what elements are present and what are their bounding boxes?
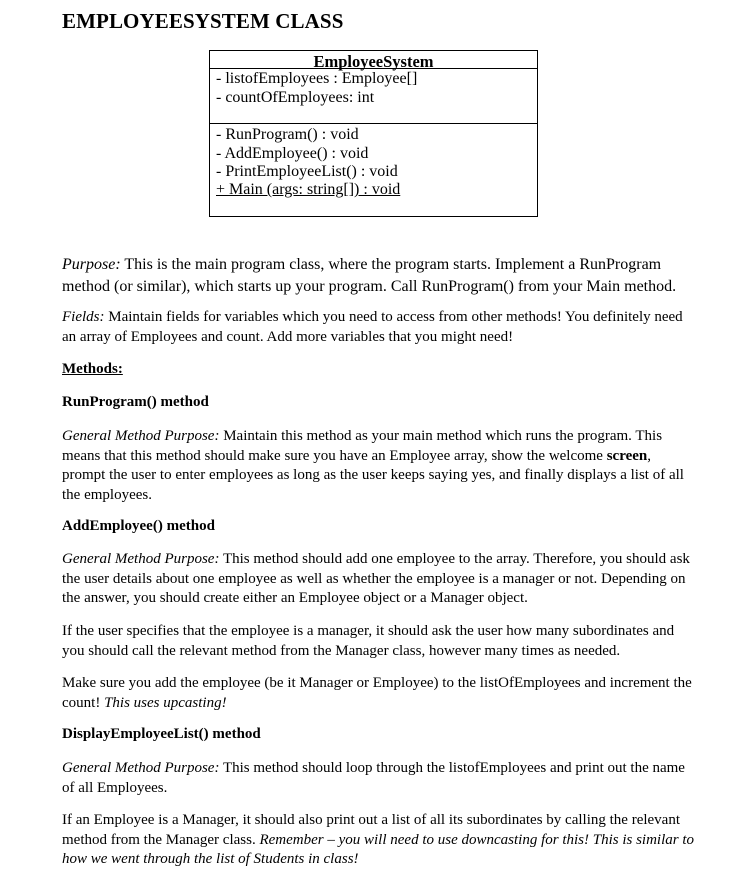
- uml-method: - AddEmployee() : void: [216, 145, 369, 162]
- add-employee-paragraph-2: If the user specifies that the employee is a manager, it should ask the user how many subordinates and you should call the relevant method from the Manager class, however many times as needed.: [62, 623, 675, 659]
- fields-label: Fields:: [62, 309, 105, 325]
- display-list-text: This method should loop through the listofEmployees and print out the name of all Employees.: [62, 760, 685, 796]
- add-employee-text: This method should add one employee to the array. Therefore, you should ask the user details about one employee as well as whether the employee is a manager or not. Depending on the answer, you should create either an Employee object or a Manager object.: [62, 551, 690, 607]
- display-list-para2-text: If an Employee is a Manager, it should also print out a list of all its subordinates by calling the relevant method from the Manager class.: [62, 812, 681, 848]
- uml-method: + Main (args: string[]) : void: [216, 181, 401, 198]
- uml-class-name: EmployeeSystem: [313, 52, 434, 71]
- display-list-heading: DisplayEmployeeList() method: [62, 726, 261, 742]
- page-title: EMPLOYEESYSTEM CLASS: [62, 9, 344, 33]
- uml-field: - countOfEmployees: int: [216, 89, 375, 106]
- fields-text: Maintain fields for variables which you need to access from other methods! You definitely need an array of Employees and count. Add more variables that you might need!: [62, 309, 683, 345]
- add-employee-label: General Method Purpose:: [62, 551, 220, 567]
- methods-heading: Methods:: [62, 361, 123, 377]
- uml-divider: [210, 68, 537, 69]
- display-list-para2-italic: Remember – you will need to use downcasting for this! This is similar to how we went through the list of Students in class!: [62, 831, 695, 868]
- add-employee-paragraph: [62, 550, 698, 609]
- run-program-text: Maintain this method as your main method which runs the program. This means that this method should make sure you have an Employee array, show the welcome: [62, 428, 663, 464]
- purpose-paragraph: [62, 254, 698, 298]
- display-list-label: General Method Purpose:: [62, 760, 220, 776]
- run-program-paragraph: [62, 427, 698, 505]
- display-list-paragraph: [62, 759, 698, 798]
- add-employee-para3-text: Make sure you add the employee (be it Manager or Employee) to the listOfEmployees and increment the count!: [62, 675, 692, 711]
- uml-method: - PrintEmployeeList() : void: [216, 163, 398, 180]
- run-program-text-end: , prompt the user to enter employees as long as the user keeps saying yes, and finally displays a list of all the employees.: [62, 447, 684, 503]
- uml-divider: [210, 123, 537, 124]
- run-program-heading: RunProgram() method: [62, 394, 209, 410]
- display-list-paragraph-2: [62, 811, 698, 870]
- uml-class-diagram: [209, 50, 538, 217]
- run-program-label: General Method Purpose:: [62, 428, 220, 444]
- purpose-label: Purpose:: [62, 256, 121, 273]
- uml-field: - listofEmployees : Employee[]: [216, 70, 418, 87]
- uml-method: - RunProgram() : void: [216, 126, 359, 143]
- fields-paragraph: [62, 308, 698, 347]
- purpose-text: This is the main program class, where the program starts. Implement a RunProgram method (or similar), which starts up your program. Call RunProgram() from your Main method.: [62, 256, 677, 295]
- run-program-bold: screen: [606, 447, 648, 464]
- add-employee-paragraph-3: [62, 674, 698, 713]
- add-employee-para3-italic: This uses upcasting!: [104, 694, 227, 711]
- add-employee-heading: AddEmployee() method: [62, 518, 215, 534]
